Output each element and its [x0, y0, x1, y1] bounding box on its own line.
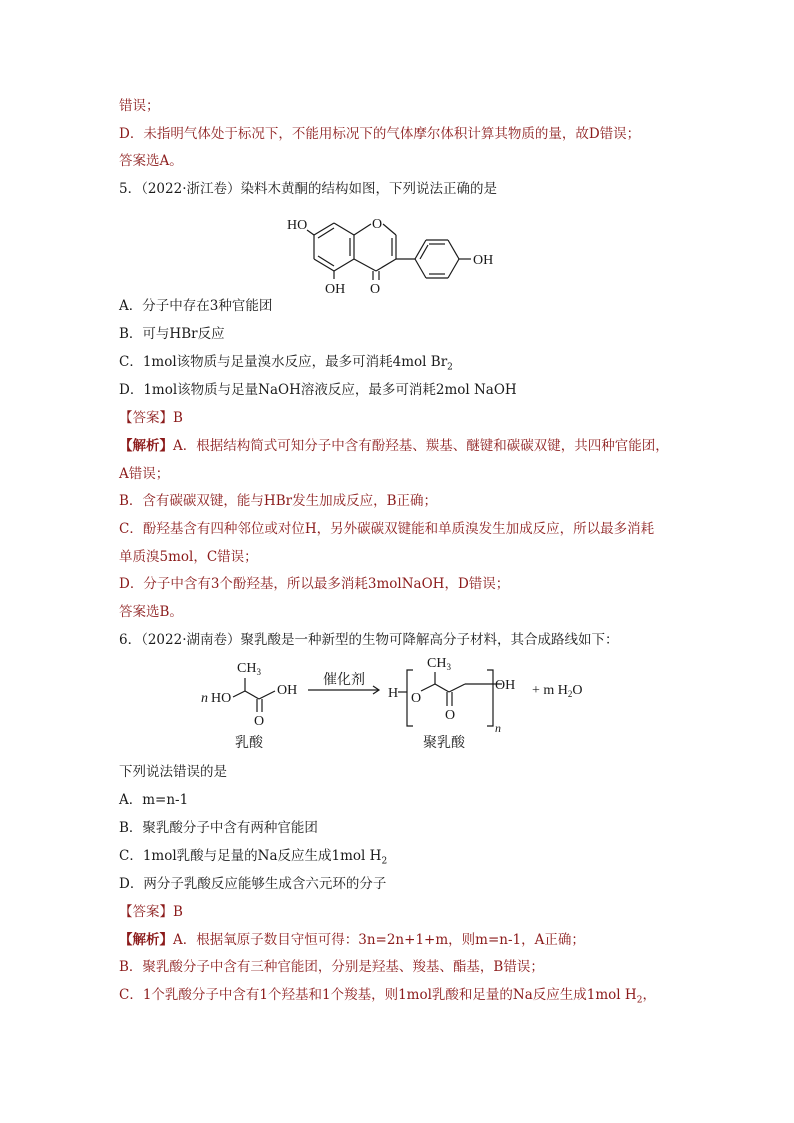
text-line: D．未指明气体处于标况下，不能用标况下的气体摩尔体积计算其物质的量，故D错误； [119, 126, 641, 142]
answer: 【答案】B [119, 410, 183, 426]
option-d: D．两分子乳酸反应能够生成含六元环的分子 [119, 876, 387, 892]
option-a: A．m=n-1 [119, 792, 189, 808]
polylactic-acid-synthesis [195, 654, 635, 754]
compound-label: 乳酸 [235, 736, 263, 751]
genistein-structure [285, 200, 545, 300]
catalyst-label: 催化剂 [323, 673, 365, 688]
atom-label: O [445, 708, 456, 723]
atom-label: O [254, 714, 265, 729]
explanation-line: 【解析】A．根据结构简式可知分子中含有酚羟基、羰基、醚键和碳碳双键，共四种官能团， [119, 438, 669, 454]
atom-label: OH [495, 678, 516, 693]
atom-label: O [372, 217, 383, 232]
explanation-line: 单质溴5mol，C错误； [119, 549, 258, 565]
explanation-line: C．1个乳酸分子中含有1个羟基和1个羧基，则1mol乳酸和足量的Na反应生成1mol $H_2$， [119, 987, 656, 1006]
explanation-line: D．分子中含有3个酚羟基，所以最多消耗3molNaOH，D错误； [119, 576, 510, 592]
option-c: C．1mol乳酸与足量的Na反应生成1mol $H_2$ [119, 848, 388, 867]
explanation-line: 答案选B。 [119, 604, 183, 620]
atom-label: HO [287, 218, 308, 233]
atom-label: OH [325, 282, 346, 297]
explanation-line: B．含有碳碳双键，能与HBr发生加成反应，B正确； [119, 493, 437, 509]
explanation-line: A错误； [119, 466, 170, 482]
option-b: B．可与HBr反应 [119, 326, 225, 342]
option-c: C．1mol该物质与足量溴水反应，最多可消耗4mol $Br_2$ [119, 354, 453, 373]
atom-label: $CH_3$ [427, 656, 451, 672]
explanation-line: C．酚羟基含有四种邻位或对位H，另外碳碳双键能和单质溴发生加成反应，所以最多消耗 [119, 521, 655, 537]
question-stem: 下列说法错误的是 [119, 764, 227, 780]
compound-label: 聚乳酸 [423, 736, 465, 751]
question-6-title: 6．（2022·湖南卷）聚乳酸是一种新型的生物可降解高分子材料，其合成路线如下： [119, 632, 619, 648]
option-a: A．分子中存在3种官能团 [119, 298, 273, 314]
option-d: D．1mol该物质与足量NaOH溶液反应，最多可消耗2mol NaOH [119, 382, 517, 398]
answer: 【答案】B [119, 904, 183, 920]
question-5-title: 5．（2022·浙江卷）染料木黄酮的结构如图，下列说法正确的是 [119, 181, 497, 197]
text-line: 答案选A。 [119, 153, 183, 169]
repeat-subscript-n: n [495, 721, 501, 735]
explanation-line: 【解析】A．根据氧原子数目守恒可得：3n=2n+1+m，则m=n-1，A正确； [119, 932, 585, 948]
atom-label: OH [277, 683, 298, 698]
explanation-line: B．聚乳酸分子中含有三种官能团，分别是羟基、羧基、酯基，B错误； [119, 959, 544, 975]
atom-label: H [388, 686, 399, 701]
atom-label: HO [211, 691, 232, 706]
atom-label: O [411, 691, 422, 706]
atom-label: O [370, 282, 381, 297]
text-line: 错误； [119, 98, 160, 114]
atom-label: OH [473, 253, 494, 268]
byproduct: + m $H_2O$ [532, 683, 583, 699]
option-b: B．聚乳酸分子中含有两种官能团 [119, 820, 318, 836]
coefficient-n: n [201, 691, 208, 706]
atom-label: $CH_3$ [237, 661, 261, 677]
